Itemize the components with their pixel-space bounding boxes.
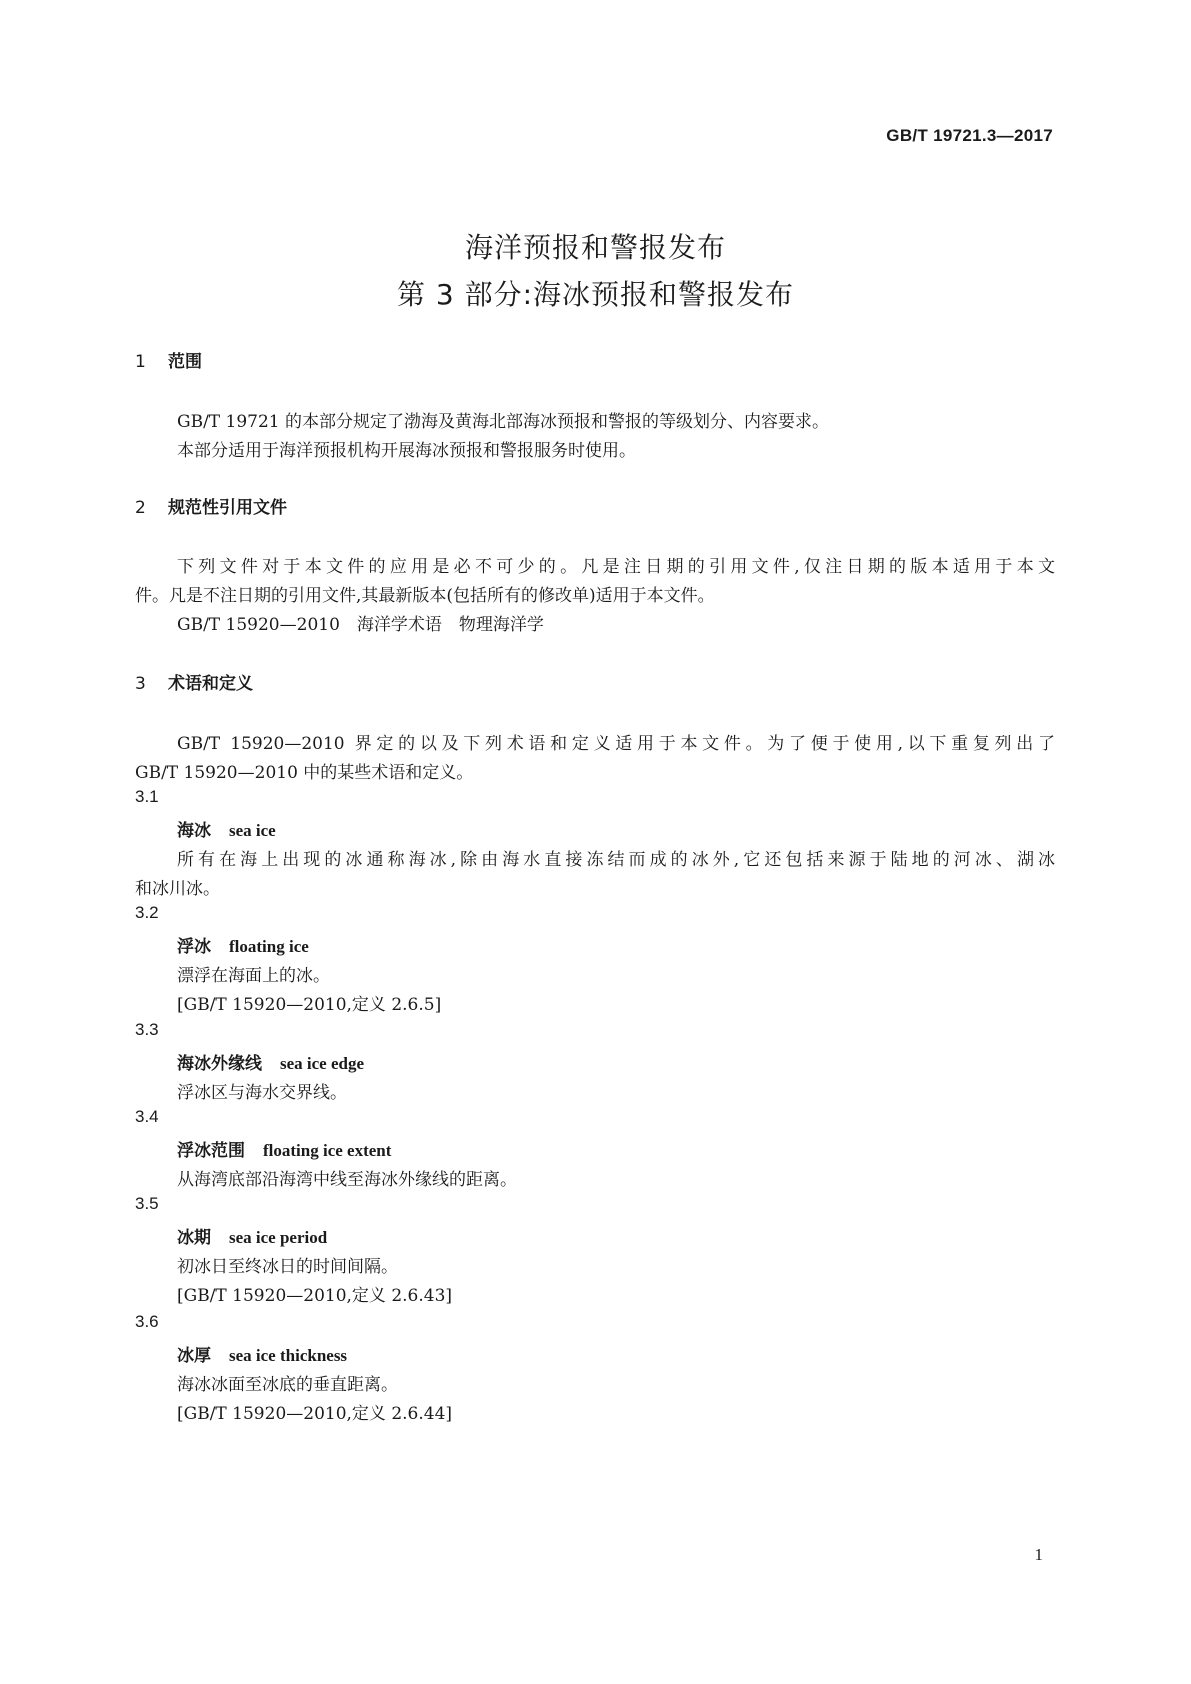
references-paragraph-line-1: 下列文件对于本文件的应用是必不可少的。凡是注日期的引用文件,仅注日期的版本适用于本文	[177, 557, 1055, 577]
term-source: [GB/T 15920—2010,定义 2.6.43]	[177, 1286, 453, 1306]
section-number: 2	[135, 498, 146, 518]
term-english: sea ice edge	[280, 1054, 365, 1073]
section-number: 1	[135, 352, 146, 372]
page-number: 1	[1034, 1545, 1043, 1564]
term-english: floating ice extent	[263, 1141, 392, 1160]
term-heading	[177, 1049, 364, 1074]
term-number: 3.2	[135, 903, 159, 922]
section-heading-scope	[135, 347, 202, 372]
section-heading-normative-references	[135, 493, 287, 518]
term-number: 3.4	[135, 1107, 159, 1126]
term-chinese: 冰厚	[177, 1346, 211, 1366]
term-definition-line-1: 所有在海上出现的冰通称海冰,除由海水直接冻结而成的冰外,它还包括来源于陆地的河冰、湖冰	[177, 850, 1055, 870]
term-heading	[177, 1136, 391, 1161]
term-english: sea ice	[229, 821, 276, 840]
scope-paragraph-1: GB/T 19721 的本部分规定了渤海及黄海北部海冰预报和警报的等级划分、内容要求。	[177, 412, 830, 432]
term-heading	[177, 816, 276, 841]
term-definition: 初冰日至终冰日的时间间隔。	[177, 1257, 398, 1277]
term-english: sea ice thickness	[229, 1346, 348, 1365]
references-paragraph-line-2: 件。凡是不注日期的引用文件,其最新版本(包括所有的修改单)适用于本文件。	[135, 586, 715, 606]
terms-intro-line-2: GB/T 15920—2010 中的某些术语和定义。	[135, 763, 474, 783]
section-heading-terms-and-definitions	[135, 669, 253, 694]
term-definition: 漂浮在海面上的冰。	[177, 966, 330, 986]
term-source: [GB/T 15920—2010,定义 2.6.5]	[177, 995, 442, 1015]
scope-paragraph-2: 本部分适用于海洋预报机构开展海冰预报和警报服务时使用。	[177, 441, 636, 461]
term-chinese: 浮冰	[177, 937, 211, 957]
section-title: 范围	[168, 352, 202, 372]
term-english: sea ice period	[229, 1228, 328, 1247]
term-definition: 浮冰区与海水交界线。	[177, 1083, 347, 1103]
section-title: 术语和定义	[168, 674, 253, 694]
term-source: [GB/T 15920—2010,定义 2.6.44]	[177, 1404, 453, 1424]
section-number: 3	[135, 674, 146, 694]
term-number: 3.6	[135, 1312, 159, 1331]
term-number: 3.3	[135, 1020, 159, 1039]
reference-entry: GB/T 15920—2010 海洋学术语 物理海洋学	[177, 615, 544, 635]
term-chinese: 浮冰范围	[177, 1141, 245, 1161]
term-english: floating ice	[229, 937, 309, 956]
terms-intro-line-1: GB/T 15920—2010 界定的以及下列术语和定义适用于本文件。为了便于使用,以下重复列出了	[177, 734, 1055, 754]
term-definition: 海冰冰面至冰底的垂直距离。	[177, 1375, 398, 1395]
term-chinese: 海冰	[177, 821, 211, 841]
term-heading	[177, 1341, 347, 1366]
document-title-line-2: 第 3 部分:海冰预报和警报发布	[396, 278, 795, 311]
term-chinese: 海冰外缘线	[177, 1054, 262, 1074]
section-title: 规范性引用文件	[168, 498, 287, 518]
term-definition: 从海湾底部沿海湾中线至海冰外缘线的距离。	[177, 1170, 517, 1190]
term-heading	[177, 1223, 327, 1248]
term-chinese: 冰期	[177, 1228, 211, 1248]
standard-number: GB/T 19721.3—2017	[886, 126, 1053, 145]
term-heading	[177, 932, 309, 957]
document-title-line-1: 海洋预报和警报发布	[464, 231, 726, 264]
term-number: 3.1	[135, 787, 159, 806]
term-number: 3.5	[135, 1194, 159, 1213]
term-definition-line-2: 和冰川冰。	[135, 879, 220, 899]
